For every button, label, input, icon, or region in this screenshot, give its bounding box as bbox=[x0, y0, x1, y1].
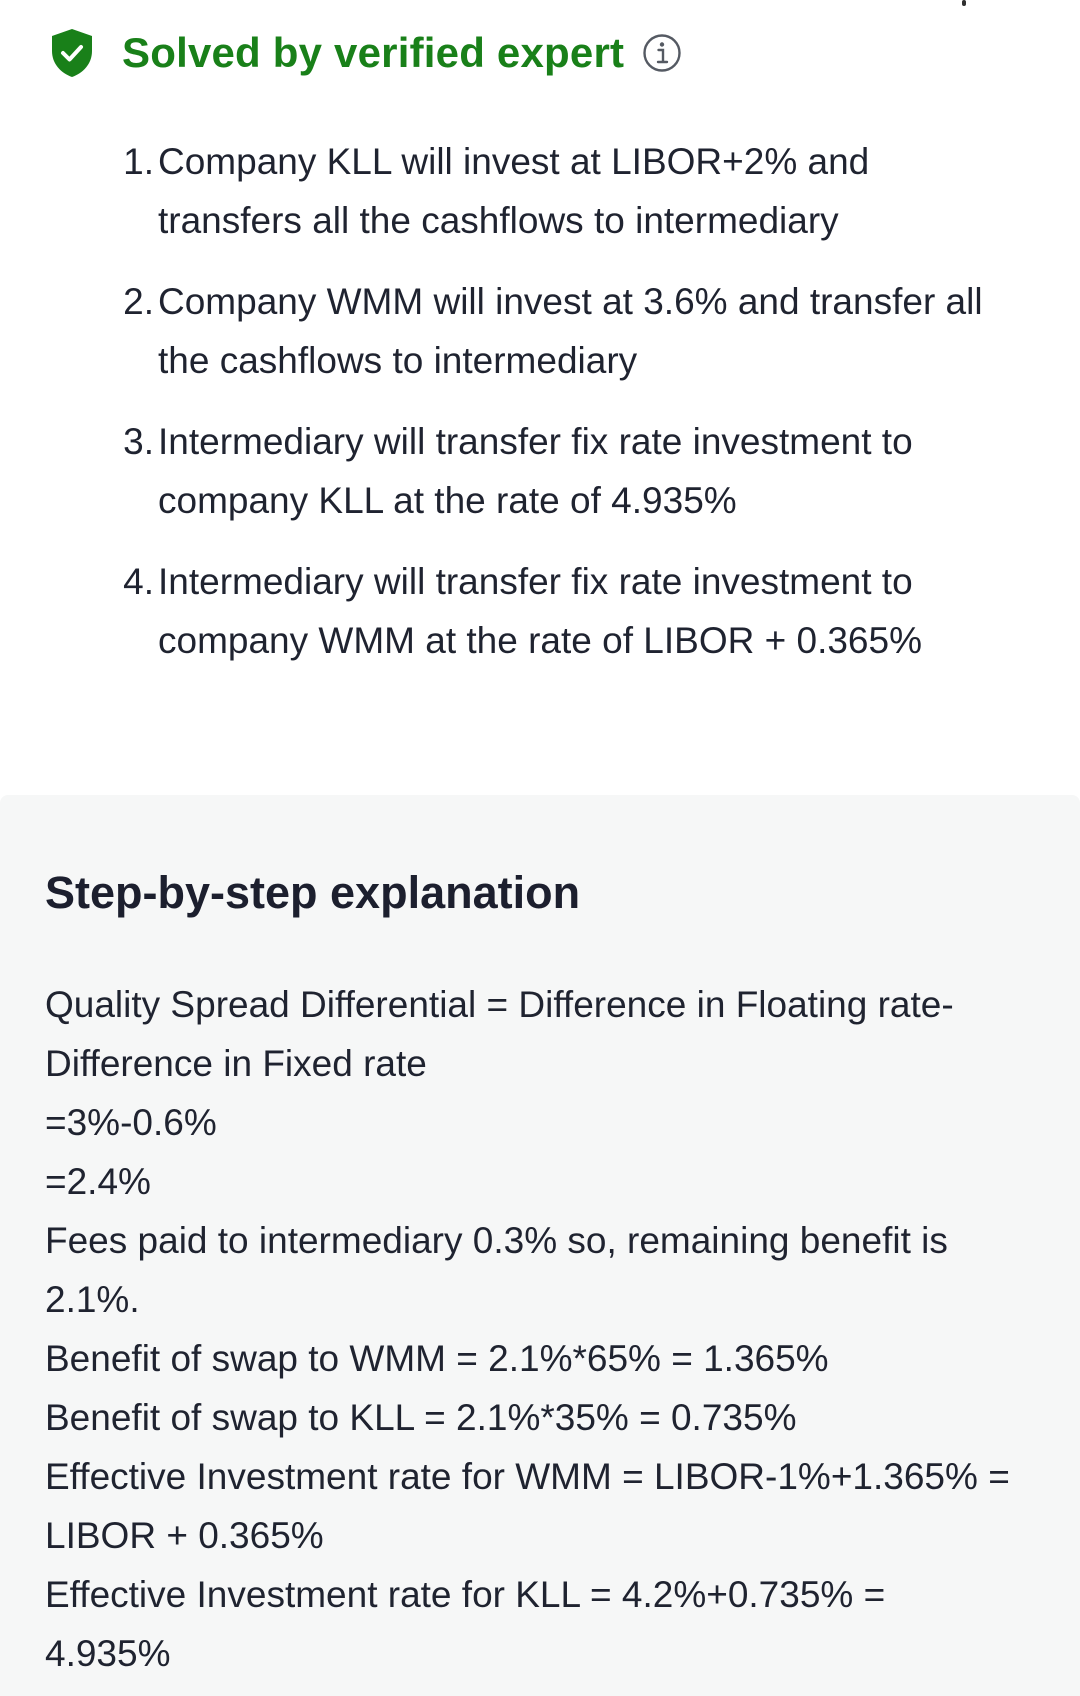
item-text-line: Intermediary will transfer fix rate investment to bbox=[158, 561, 913, 602]
answer-list bbox=[123, 132, 1038, 692]
clipped-glyph bbox=[962, 0, 966, 6]
answer-item bbox=[123, 272, 1038, 390]
explanation-panel bbox=[0, 795, 1080, 1696]
item-text-line: company KLL at the rate of 4.935% bbox=[158, 480, 737, 521]
explanation-line: Benefit of swap to WMM = 2.1%*65% = 1.365% bbox=[45, 1338, 829, 1379]
verified-expert-label: Solved by verified expert bbox=[122, 29, 625, 76]
explanation-line: =3%-0.6% bbox=[45, 1102, 217, 1143]
answer-item bbox=[123, 552, 1038, 670]
answer-item bbox=[123, 132, 1038, 250]
explanation-line: Difference in Fixed rate bbox=[45, 1043, 427, 1084]
item-text-line: Intermediary will transfer fix rate investment to bbox=[158, 421, 913, 462]
item-number: 2. bbox=[123, 281, 154, 322]
explanation-line: =2.4% bbox=[45, 1161, 151, 1202]
item-number: 1. bbox=[123, 141, 154, 182]
answer-item bbox=[123, 412, 1038, 530]
explanation-line: Fees paid to intermediary 0.3% so, remaining benefit is bbox=[45, 1220, 948, 1261]
explanation-body bbox=[45, 975, 1055, 1683]
explanation-line: 2.1%. bbox=[45, 1279, 140, 1320]
item-text-line: transfers all the cashflows to intermediary bbox=[158, 200, 839, 241]
info-icon[interactable] bbox=[642, 33, 682, 73]
verified-expert-banner bbox=[48, 22, 682, 84]
explanation-line: Benefit of swap to KLL = 2.1%*35% = 0.735% bbox=[45, 1397, 797, 1438]
item-text-line: Company WMM will invest at 3.6% and transfer all bbox=[158, 281, 983, 322]
explanation-title: Step-by-step explanation bbox=[45, 867, 581, 918]
item-number: 4. bbox=[123, 561, 154, 602]
explanation-line: LIBOR + 0.365% bbox=[45, 1515, 324, 1556]
item-number: 3. bbox=[123, 421, 154, 462]
shield-check-icon bbox=[48, 27, 96, 79]
item-text-line: the cashflows to intermediary bbox=[158, 340, 638, 381]
item-text-line: company WMM at the rate of LIBOR + 0.365% bbox=[158, 620, 922, 661]
explanation-line: Quality Spread Differential = Difference in Floating rate- bbox=[45, 984, 954, 1025]
explanation-line: 4.935% bbox=[45, 1633, 171, 1674]
item-text-line: Company KLL will invest at LIBOR+2% and bbox=[158, 141, 870, 182]
explanation-line: Effective Investment rate for WMM = LIBOR-1%+1.365% = bbox=[45, 1456, 1010, 1497]
explanation-line: Effective Investment rate for KLL = 4.2%+0.735% = bbox=[45, 1574, 886, 1615]
